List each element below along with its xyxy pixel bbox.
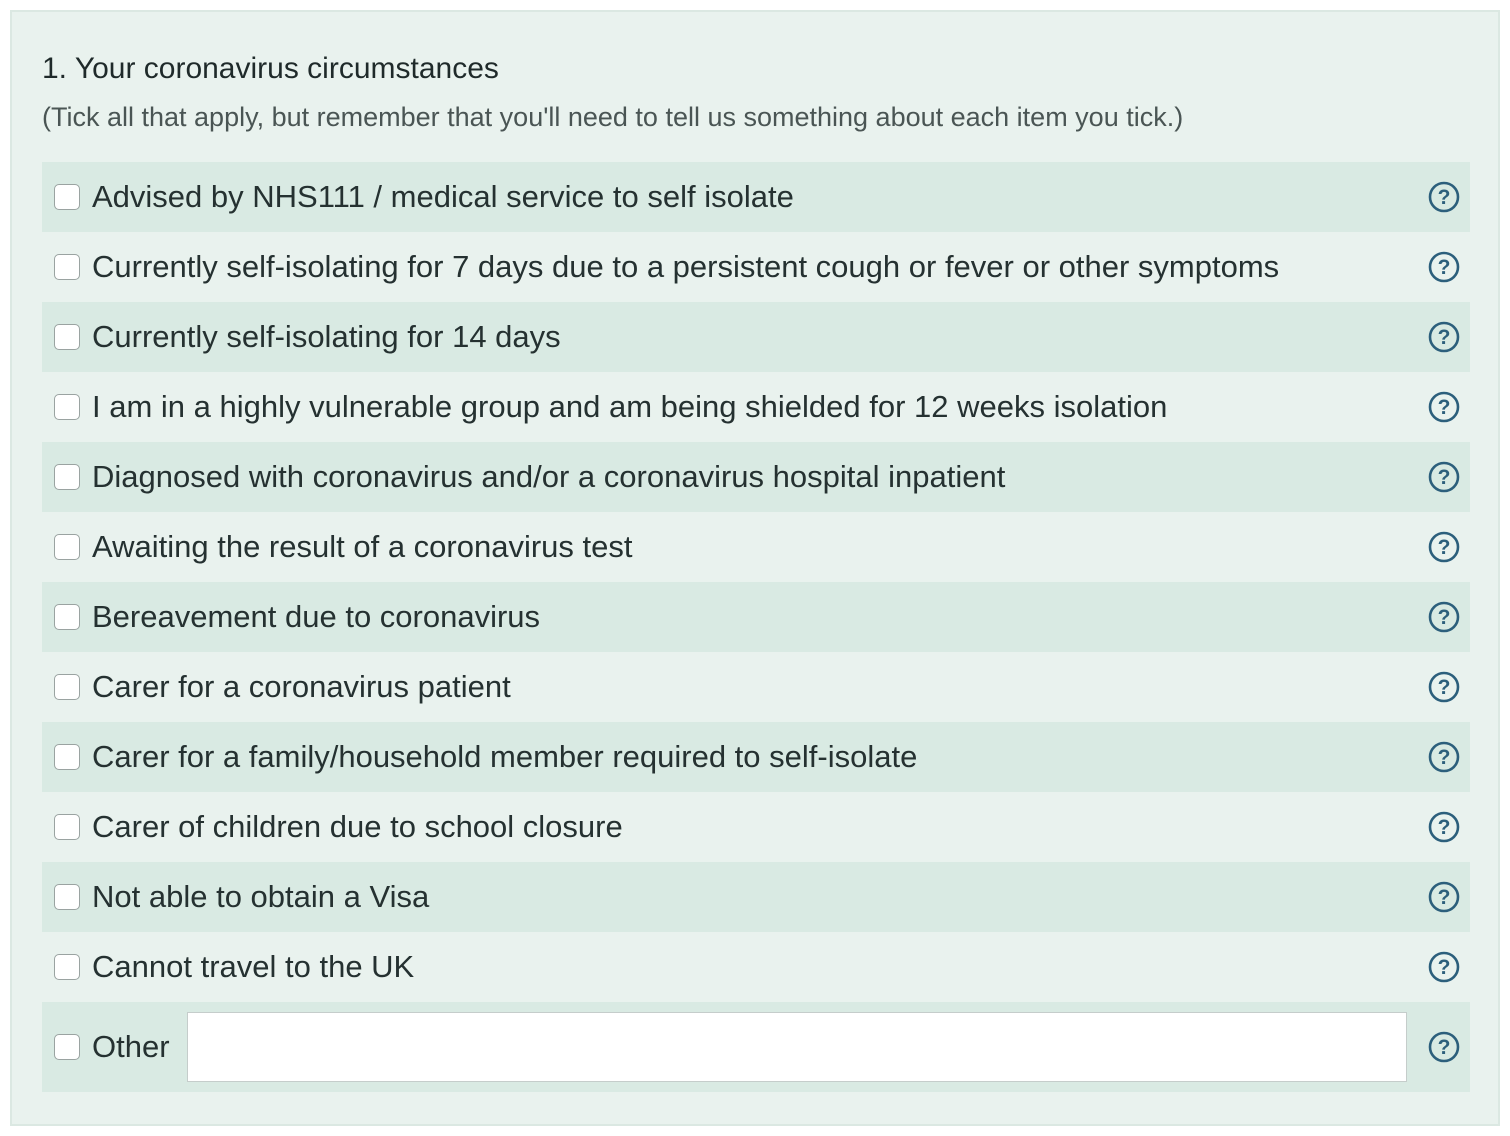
help-circle-icon[interactable] xyxy=(1428,951,1460,983)
svg-text:?: ? xyxy=(1437,466,1451,489)
option-row-bereavement xyxy=(42,582,1470,652)
option-checkbox-highly-vulnerable[interactable] xyxy=(54,394,80,420)
help-circle-icon[interactable] xyxy=(1428,461,1460,493)
option-row-carer-household xyxy=(42,722,1470,792)
option-label-carer-children[interactable]: Carer of children due to school closure xyxy=(92,809,623,844)
option-checkbox-carer-children[interactable] xyxy=(54,814,80,840)
svg-text:?: ? xyxy=(1437,676,1451,699)
option-label-highly-vulnerable[interactable]: I am in a highly vulnerable group and am being shielded for 12 weeks isolation xyxy=(92,389,1168,424)
circumstances-panel xyxy=(10,10,1500,1126)
section-instruction: (Tick all that apply, but remember that you'll need to tell us something about each item you tick.) xyxy=(42,102,1184,132)
option-checkbox-awaiting-test[interactable] xyxy=(54,534,80,560)
svg-text:?: ? xyxy=(1437,396,1451,419)
option-row-other xyxy=(42,1002,1470,1092)
option-checkbox-self-isolating-7-days[interactable] xyxy=(54,254,80,280)
help-circle-icon[interactable] xyxy=(1428,601,1460,633)
option-label-awaiting-test[interactable]: Awaiting the result of a coronavirus test xyxy=(92,529,633,564)
option-checkbox-nhs111[interactable] xyxy=(54,184,80,210)
option-row-self-isolating-7-days xyxy=(42,232,1470,302)
option-row-carer-children xyxy=(42,792,1470,862)
help-circle-icon[interactable] xyxy=(1428,531,1460,563)
help-circle-icon[interactable] xyxy=(1428,391,1460,423)
option-row-no-visa xyxy=(42,862,1470,932)
help-circle-icon[interactable] xyxy=(1428,181,1460,213)
option-label-self-isolating-14-days[interactable]: Currently self-isolating for 14 days xyxy=(92,319,561,354)
option-label-carer-patient[interactable]: Carer for a coronavirus patient xyxy=(92,669,511,704)
help-circle-icon[interactable] xyxy=(1428,1031,1460,1063)
svg-text:?: ? xyxy=(1437,186,1451,209)
option-checkbox-cannot-travel[interactable] xyxy=(54,954,80,980)
option-label-diagnosed[interactable]: Diagnosed with coronavirus and/or a coronavirus hospital inpatient xyxy=(92,459,1006,494)
help-circle-icon[interactable] xyxy=(1428,881,1460,913)
circumstances-list xyxy=(42,162,1470,1092)
help-circle-icon[interactable] xyxy=(1428,671,1460,703)
option-row-self-isolating-14-days xyxy=(42,302,1470,372)
other-details-input[interactable] xyxy=(187,1012,1407,1082)
option-row-nhs111 xyxy=(42,162,1470,232)
option-label-self-isolating-7-days[interactable]: Currently self-isolating for 7 days due to a persistent cough or fever or other symptoms xyxy=(92,249,1280,284)
option-label-no-visa[interactable]: Not able to obtain a Visa xyxy=(92,879,430,914)
svg-text:?: ? xyxy=(1437,536,1451,559)
svg-text:?: ? xyxy=(1437,606,1451,629)
option-label-other[interactable]: Other xyxy=(92,1029,170,1064)
option-checkbox-carer-household[interactable] xyxy=(54,744,80,770)
option-label-nhs111[interactable]: Advised by NHS111 / medical service to self isolate xyxy=(92,179,794,214)
option-row-carer-patient xyxy=(42,652,1470,722)
svg-text:?: ? xyxy=(1437,816,1451,839)
option-checkbox-self-isolating-14-days[interactable] xyxy=(54,324,80,350)
svg-text:?: ? xyxy=(1437,746,1451,769)
option-checkbox-diagnosed[interactable] xyxy=(54,464,80,490)
option-row-awaiting-test xyxy=(42,512,1470,582)
option-label-cannot-travel[interactable]: Cannot travel to the UK xyxy=(92,949,415,984)
option-checkbox-bereavement[interactable] xyxy=(54,604,80,630)
option-checkbox-other[interactable] xyxy=(54,1034,80,1060)
option-row-diagnosed xyxy=(42,442,1470,512)
help-circle-icon[interactable] xyxy=(1428,251,1460,283)
option-row-highly-vulnerable xyxy=(42,372,1470,442)
svg-text:?: ? xyxy=(1437,886,1451,909)
option-label-bereavement[interactable]: Bereavement due to coronavirus xyxy=(92,599,541,634)
option-label-carer-household[interactable]: Carer for a family/household member required to self-isolate xyxy=(92,739,918,774)
svg-text:?: ? xyxy=(1437,956,1451,979)
help-circle-icon[interactable] xyxy=(1428,321,1460,353)
section-title: 1. Your coronavirus circumstances xyxy=(42,52,499,85)
option-row-cannot-travel xyxy=(42,932,1470,1002)
svg-text:?: ? xyxy=(1437,1036,1451,1059)
svg-text:?: ? xyxy=(1437,326,1451,349)
help-circle-icon[interactable] xyxy=(1428,741,1460,773)
svg-text:?: ? xyxy=(1437,256,1451,279)
option-checkbox-carer-patient[interactable] xyxy=(54,674,80,700)
option-checkbox-no-visa[interactable] xyxy=(54,884,80,910)
help-circle-icon[interactable] xyxy=(1428,811,1460,843)
